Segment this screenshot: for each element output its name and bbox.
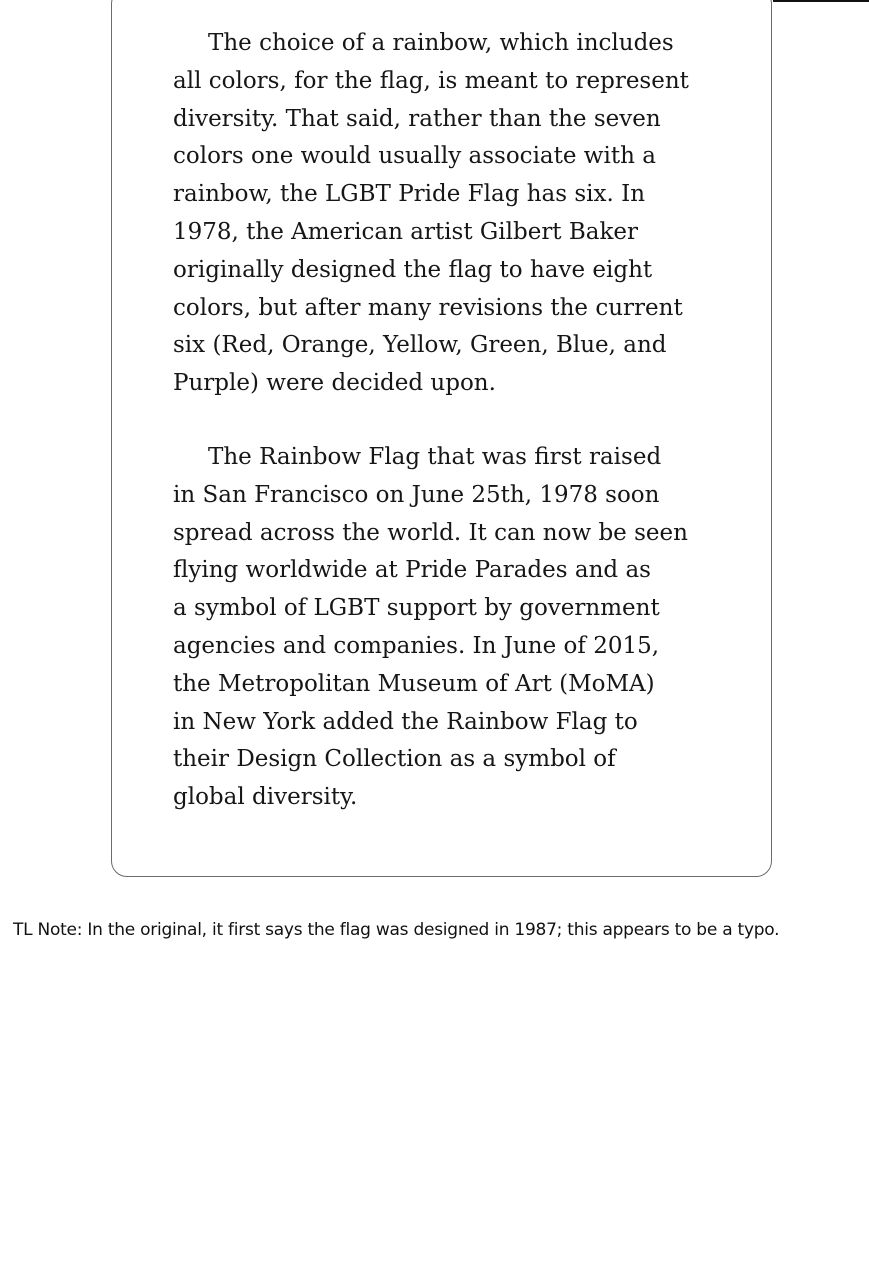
text-line: originally designed the flag to have eight xyxy=(173,256,653,283)
text-line: in New York added the Rainbow Flag to xyxy=(173,708,638,735)
text-line: 1978, the American artist Gilbert Baker xyxy=(173,218,639,245)
text-line: Purple) were decided upon. xyxy=(173,370,496,397)
text-line: their Design Collection as a symbol of xyxy=(173,746,616,773)
text-line: a symbol of LGBT support by government xyxy=(173,595,660,622)
paragraph-rainbow-choice xyxy=(173,25,733,403)
text-line: The Rainbow Flag that was first raised xyxy=(208,444,662,470)
text-line: rainbow, the LGBT Pride Flag has six. In xyxy=(173,181,646,208)
text-line: colors one would usually associate with a xyxy=(173,143,656,170)
text-line: all colors, for the flag, is meant to represent xyxy=(173,67,689,94)
text-line: colors, but after many revisions the current xyxy=(173,294,683,321)
text-line: The choice of a rainbow, which includes xyxy=(208,30,674,56)
text-line: global diversity. xyxy=(173,784,358,811)
text-line: the Metropolitan Museum of Art (MoMA) xyxy=(173,670,655,697)
top-edge-rule xyxy=(773,0,869,2)
text-line: spread across the world. It can now be seen xyxy=(173,519,688,546)
text-line: flying worldwide at Pride Parades and as xyxy=(173,557,651,584)
text-line: agencies and companies. In June of 2015, xyxy=(173,632,660,659)
paragraph-flag-history xyxy=(173,439,733,817)
text-line: diversity. That said, rather than the seven xyxy=(173,105,661,132)
translator-note: TL Note: In the original, it first says the flag was designed in 1987; this appears to be a typo. xyxy=(13,920,780,940)
text-line: six (Red, Orange, Yellow, Green, Blue, and xyxy=(173,332,667,359)
text-line: in San Francisco on June 25th, 1978 soon xyxy=(173,481,660,508)
